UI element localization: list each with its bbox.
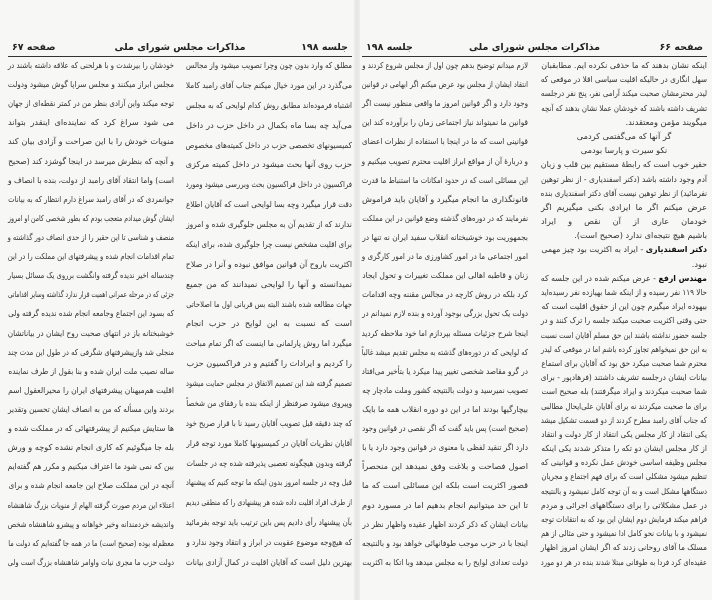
text-line: خوشبختانه باز در انتهای صحبت روح ایشان در بیاناتشان bbox=[7, 327, 175, 338]
text-line: خودشان را بیرشدت و با هرلحنی که علاقه داشته باشند در bbox=[7, 60, 174, 70]
text-line: عقیده‌ای کرد فردا به طوفانی مبتلا شدند بنده در هر دو مورد bbox=[540, 556, 707, 567]
text-line: مسلک ما آقای روحانی زدند که اگر ایشان امروز اظهار bbox=[540, 542, 707, 553]
text-line: گرفته وبدون هیچگونه تعصبی پذیرفته شده چه در جلسات bbox=[186, 457, 352, 468]
text-column bbox=[186, 60, 352, 568]
text-column bbox=[8, 60, 174, 568]
text-line: دولت حزب ما مجری نیات واوامر شاهنشاه بزرگ است ولی bbox=[7, 556, 174, 567]
running-title: مذاکرات مجلس شورای ملی bbox=[114, 42, 246, 53]
text-line: یکی انتقاد از کار مجلس یکی انتقاد از کار دولت و انتقاد bbox=[541, 428, 707, 439]
text-line: که لوایحی که در دوره‌های گذشته به مجلس تقدیم میشد غالباً bbox=[361, 346, 528, 357]
text-line: دولت تعدادی لوایح را به مجلس میدهد وبا اتکا به اکثریت bbox=[362, 556, 528, 567]
text-line: که هیچ‌وجه موضوع عقوبت در ابراز و انتقاد وجود ندارد و bbox=[186, 537, 352, 547]
text-line: حزب روی آنها بحث میشود در داخل کمیته مرکزی bbox=[185, 159, 352, 170]
line-text: - ایراد به اکثریت بود چیز مهمی bbox=[541, 244, 646, 255]
text-line bbox=[541, 259, 707, 270]
text-line: بردند واین مسأله که من به انصاف ایشان تحسین وتقدیر bbox=[8, 403, 174, 414]
text-line: مجلس وظیفه اساسی خودش عمل نکرده و قوانینی که bbox=[540, 457, 707, 468]
text-line: می‌آید چه بسا ماه بکمال در داخل حزب در داخل bbox=[186, 119, 352, 130]
text-line: دستگاهها مشکل است و به آن توجه کامل نمیشود و بالنتیجه bbox=[540, 485, 707, 496]
left-page bbox=[8, 40, 352, 568]
text-line: فراهم میکند فرمایش دوم ایشان این بود که به انتقادات توجه bbox=[541, 514, 707, 524]
session-number: جلسه ۱۹۸ bbox=[301, 42, 348, 53]
text-line: که بسود این اجتماع وجامعه انجام شده ندیده گرفته ولی bbox=[8, 308, 174, 319]
text-line: بیهوده ایراد میگیرم چون این از حقوق اقلیت است که bbox=[541, 301, 707, 312]
text-line: میگیرد اما روش پارلمانی ما اینست که اگر تمام مباحث bbox=[185, 338, 352, 349]
text-line: برای اقلیت مشخص نیست چرا جلوگیری شده، برای اینکه bbox=[185, 238, 352, 249]
text-line: اینجا با در حزب موجب طوفانهائی خواهد بود و بالنتیجه bbox=[361, 537, 528, 548]
right-page-header bbox=[362, 40, 707, 57]
text-line: است که نسبت به این لوایح در حزب انجام bbox=[186, 318, 352, 329]
text-line: اینکه نشان بدهند که ما حذفی نکرده ایم. مطابقبان bbox=[541, 60, 707, 70]
text-line: قوانین ما نمیتواند نیاز اجتماعی زمان را برآورده کند این bbox=[361, 117, 528, 128]
text-line: حتی وقتی اکثریت صحبت میکند جلسه را ترک کنند و در bbox=[540, 315, 707, 326]
text-line: قوانینی است که ما در اینجا با استفاده از نظرات اعضای bbox=[361, 136, 528, 147]
text-line: بهترین دلیل است که آقایان اقلیت در کمال آزادی بیانات bbox=[185, 556, 352, 567]
line-text: - عرض میکنم شده در این جلسه که bbox=[540, 272, 659, 283]
text-line: بجمهوریت بود خوشبختانه انقلاب سفید ایران نه تنها در bbox=[362, 231, 528, 242]
text-line: توجه میکند واین آزادی بنظر من در کمتر نقطه‌ای از جهان bbox=[7, 98, 174, 109]
text-line: بآن پیشنهاد رأی دادیم پس باین ترتیب باید توجه بفرمائید bbox=[185, 517, 352, 528]
text-line: شما صحبت میکردند و ایراد میگرفتند) بله صحیح است bbox=[541, 386, 707, 397]
text-line: ساله نصیب ملت ایران شده و بنا بقول از طرف نماینده bbox=[8, 365, 174, 376]
poem-verse: نکو سیرت و پارسا بودمی bbox=[580, 145, 668, 156]
text-line: دارد اگر تنقید لفظی یا معنوی در قوانین وجود دارد یا با bbox=[362, 442, 528, 453]
text-line: نفرمایند که در دوره‌های گذشته وضع قوانین در این مملکت bbox=[362, 212, 528, 223]
text-line: حالا ۱۱۹ نفر رسیده و از اینکه شما بهیازده نفر رسیده‌اید bbox=[541, 287, 707, 297]
text-line: آنچه در این مملکت صلاح این جامعه انجام شده و برای bbox=[8, 480, 174, 491]
text-line: کرد بلکه در روش کارچه در مجالس مقننه وچه اقدامات bbox=[362, 289, 528, 300]
text-line: بیچارگیها بودند اما در این دو دوره انقلاب همه ما بایک bbox=[362, 403, 528, 414]
page-number: صفحه ۶۷ bbox=[12, 42, 56, 53]
right-page bbox=[362, 40, 707, 568]
text-line: از طرف افراد اقلیت داده شده هر پیشنهادی را که منطقی دیدیم bbox=[185, 497, 352, 508]
text-line bbox=[541, 117, 707, 128]
text-line: تنظیم میشود مشکلی است که برای فهم اجتماع و مجریان bbox=[541, 471, 707, 482]
text-line: اکثریت باروح آن قوانین موافق نبوده و آنرا در صلاح bbox=[185, 258, 352, 269]
text-line: در گرو مقاصد شخصی تغییر پیدا میکرد یا بتأخیر می‌افتاد bbox=[361, 365, 528, 376]
text-line: بیانات ایشان که ذکر کردند اظهار عقیده واظهار نظر در bbox=[362, 518, 528, 529]
text-line: از کار مجلس ایشان دو تکه را متذکر شدند یکی اینکه bbox=[541, 443, 707, 454]
text-line: منجلی شد وازپیشرفتهای شگرفی که در طول این مدت چند bbox=[7, 346, 174, 357]
text-line: تمام اقدامات انجام شده و پیشرفتهای این مملکت را در این bbox=[7, 251, 175, 262]
text-line bbox=[541, 230, 707, 241]
text-line: زنان و قاطبه اهالی این مملکت تغییرات و تحول ایجاد bbox=[362, 270, 528, 281]
text-line: خودمان عاری از آن نقص و ایراد bbox=[541, 216, 707, 227]
text-line: ها ستایش میکنیم از پیشرفتهائی که در مملکت شده و bbox=[8, 423, 175, 434]
running-title: مذاکرات مجلس شورای ملی bbox=[469, 42, 600, 53]
text-line: بله جا میگوئیم که کاری انجام نشده کوچه و ورش bbox=[7, 442, 174, 453]
text-line: دولت یک تحول بزرگی بوجود آورده و بنده لازم نمیدانم در bbox=[362, 308, 528, 319]
text-line: به این حق نمیخواهم تجاوز کرده باشم اما در موقعی که لیدر bbox=[540, 343, 707, 354]
text-line: انتقاد ایشان از مجلس بود عرض میکنم اگر ابهامی در قوانین bbox=[361, 79, 528, 90]
text-line: جهات مطالعه شده باشند البته بس قربانی اول ما اصلاحاتی bbox=[186, 298, 352, 309]
text-line: سهل انگاری در حالیکه اقلیت سیاسی اقلا در موقعی که bbox=[540, 74, 707, 85]
text-line bbox=[540, 272, 707, 284]
text-line: وپیروی میشود صرفنظر از اینکه بنده با رفقای من شخصاً bbox=[186, 397, 352, 408]
text-line: واندیشه خردمندانه وخیر خواهانه و پیشرو شاهنشاه شخص bbox=[7, 518, 174, 529]
text-line: اقلیت هم‌میهنان پیشرفتهای ایران را محیرالعقول اسم bbox=[8, 384, 175, 395]
text-line: اصول فصاحت و بلاغت وفق نمیدهد این منحصراً bbox=[362, 461, 528, 472]
text-line: می‌گذرد در این مورد خیال میکنم جناب آقای رامبد کاملا bbox=[185, 79, 352, 90]
line-text: باشیم هیچ نتیجه‌ای ندارد (صحیح است). bbox=[574, 230, 707, 241]
text-line: کمیسیونهای تخصصی حزب در داخل کمیته‌های مخصوص bbox=[185, 139, 352, 150]
text-line: جلسه حضور نداشته باشند این حق مسلم آقایان است نسبت bbox=[540, 329, 707, 340]
page-gutter bbox=[354, 0, 360, 600]
text-line: فراکسیون در داخل فراکسیون بحث وبررسی میشود ومورد bbox=[185, 179, 352, 190]
text-line: مجلس ابراز میکنند و مجلس سراپا گوش میشود ودولت bbox=[7, 79, 175, 90]
text-line: قصور اکثریت است بلکه این مسائلی است که ما bbox=[362, 480, 528, 491]
speaker-name: دکتر اسفندیاری bbox=[645, 244, 707, 255]
text-line: نفرمائید) از نظر توهین نیست آقای دکتر اسفندیاری بنده bbox=[540, 187, 707, 198]
text-line: منویات خودش را با این صراحت و آزادی بیان کند bbox=[8, 136, 174, 147]
text-line: (صحیح است) پس باید گفت که اگر نقصی در قوانین وجود bbox=[362, 423, 528, 434]
line-text: نبود. bbox=[691, 258, 707, 269]
text-line: در عمل مشکلاتی را برای دستگاههای اجرائی و مردم bbox=[540, 499, 707, 510]
page-number: صفحه ۶۶ bbox=[659, 42, 703, 53]
text-line: چندساله اخیر ندیده گرفته وانگشت برروی یک مسائل بسیار bbox=[7, 270, 174, 281]
text-line: تا این حد میتوانیم انجام بدهیم اما در مسورد دوم bbox=[362, 499, 528, 510]
text-column bbox=[541, 60, 707, 568]
text-line: حقیر خوب است که رابطهٔ مستقیم بین قلب و زبان bbox=[540, 159, 707, 170]
text-line: بین که نمی شود ما اعتراف میکنیم و مکرر هم گفته‌ایم bbox=[7, 461, 174, 472]
line-text: میگویند مؤمن ومعتقدند. bbox=[625, 116, 707, 127]
text-line: نمیدانسته و آنها را لوایحی نمیدانند که من جمیع bbox=[186, 278, 352, 289]
text-line: این مسائلی است که در حدود امکانات ما استنباط ما قدرت bbox=[361, 174, 528, 185]
text-line: محترم شما صحبت میکرد حق بود که آقایان برای استماع bbox=[541, 357, 707, 368]
text-line bbox=[541, 145, 707, 156]
text-line: می شود سراغ کرد که نماینده‌ای اینقدر بتواند bbox=[8, 117, 174, 128]
text-line: عرض میکنم اگر ما ایرادی بکنی میگیریم اگر bbox=[541, 201, 707, 212]
text-line: جزئی که در مرحله عمرانی اهمیت قرار ندارد گذاشته وسایر اقداماتی bbox=[7, 289, 174, 300]
text-line: اشتباه فرموده‌اند مطابق روش کدام لوایحی که به مجلس bbox=[186, 99, 352, 110]
text-line: آدم وجود داشته باشد (دکتر اسفندیاری - از نظر توهین bbox=[541, 173, 707, 184]
text-line bbox=[541, 244, 707, 255]
session-number: جلسه ۱۹۸ bbox=[366, 42, 413, 53]
text-line: منصف و شناسی تا این حقیر را از حدی انصاف دور گذاشته و bbox=[7, 231, 175, 242]
text-line: اینجا شرح جزئیات مسئله بپردازم اما خود ملاحظه کردید bbox=[361, 327, 528, 338]
text-line: قبل وچه در جلسه امروز بدون اینکه ما توجه کنیم که پیشنهاد bbox=[185, 477, 352, 488]
text-line: تشریف داشته باشند که خودشان عملا نشان بدهند که آنچه bbox=[541, 102, 707, 113]
text-line: را کردیم و ایرادات را گفتیم و در فراکسیون حزب bbox=[186, 358, 352, 369]
text-line: نمیشود و با بیانات نحو کامل ادا نمیشود و حتی مثالی از هم bbox=[541, 528, 707, 539]
poem-verse: گر آنها که می‌گفتمی کردمی bbox=[576, 130, 672, 141]
text-line: برای ما صحبت میکردند نه برای آقایان علی‌ایحال مطالبی bbox=[541, 400, 707, 411]
speaker-name: مهندس ارفع bbox=[658, 272, 707, 283]
text-line: تصمیم گرفته شد این تصمیم الاتفاق در مجلس حمایت میشود bbox=[186, 378, 352, 388]
text-line: و آنچه که بنظرش میرسد در اینجا گوشزد کند (صحیح bbox=[8, 155, 174, 166]
text-line: و دربارهٔ آن از مواقع ابراز اقلیت محترم تصویب میکنیم و bbox=[361, 155, 528, 166]
text-line: ایشان گوش میدادم متعجب بودم که بطور شخصی کامن او امروز bbox=[7, 212, 175, 223]
text-line: لازم میدانم توضیح بدهم چون اول از مجلس شروع کردند و bbox=[362, 60, 528, 70]
text-line: تصویب نمیرسید و دولت بالنتیجه کشور وملت مادچار چه bbox=[362, 384, 528, 395]
text-line: قانونگذاری ما انجام میگیرد و آقایان باید فراموش bbox=[362, 193, 528, 204]
text-line: لیدر محترمشان صحبت میکند آرامی نفر، پنج نفر درجلسه bbox=[540, 88, 707, 99]
text-line: آقایان نظریات آقایان در کمیسیونها کاملا مورد توجه قرار bbox=[186, 437, 352, 448]
left-page-header bbox=[8, 40, 352, 57]
text-line: که چند دقیقه قبل تصویب آقایان رسید نا با قرار صریح خود bbox=[185, 417, 352, 428]
text-line: وجود دارد و اگر قوانین امروز ما واقعی منظور نیست اگر bbox=[362, 98, 528, 109]
text-line: دقت قرار میگیرد وچه بسا لوایحی است که آقایان اطلاع bbox=[185, 199, 352, 210]
text-line: بیانات ایشان درجلسه تشریف داشتند (فرهادپور - برای bbox=[540, 372, 707, 383]
text-line: جوانمردی که در آقای رامبد سراغ دارم انتظار که به بیانات bbox=[8, 193, 175, 204]
text-line: معظم‌له بوده (صحیح است) ما در همه جا گفته‌ایم که دولت ما bbox=[8, 537, 175, 548]
text-line: که جناب آقای رامبد مطرح کردند از دو قسمت تشکیل میشد bbox=[540, 414, 707, 425]
text-column bbox=[362, 60, 528, 568]
text-line: امور اجتماعی ما در امور کشاورزی ما در امور کارگری و bbox=[361, 251, 528, 262]
text-line: است) واما انتقاد آقای رامبد از دولت، بنده با انصاف و bbox=[8, 174, 175, 185]
text-line: ندارند که از تقدیم آن به مجلس جلوگیری شده و امروز bbox=[186, 219, 352, 229]
text-line: اعتلاء این مردم صورت گرفته الهام از منویات بزرگ شاهنشاه bbox=[7, 499, 174, 510]
text-line: مطلق که وارد بدون چون وچرا تصویب میشود واز مجالس bbox=[185, 60, 352, 70]
text-line bbox=[541, 131, 707, 142]
